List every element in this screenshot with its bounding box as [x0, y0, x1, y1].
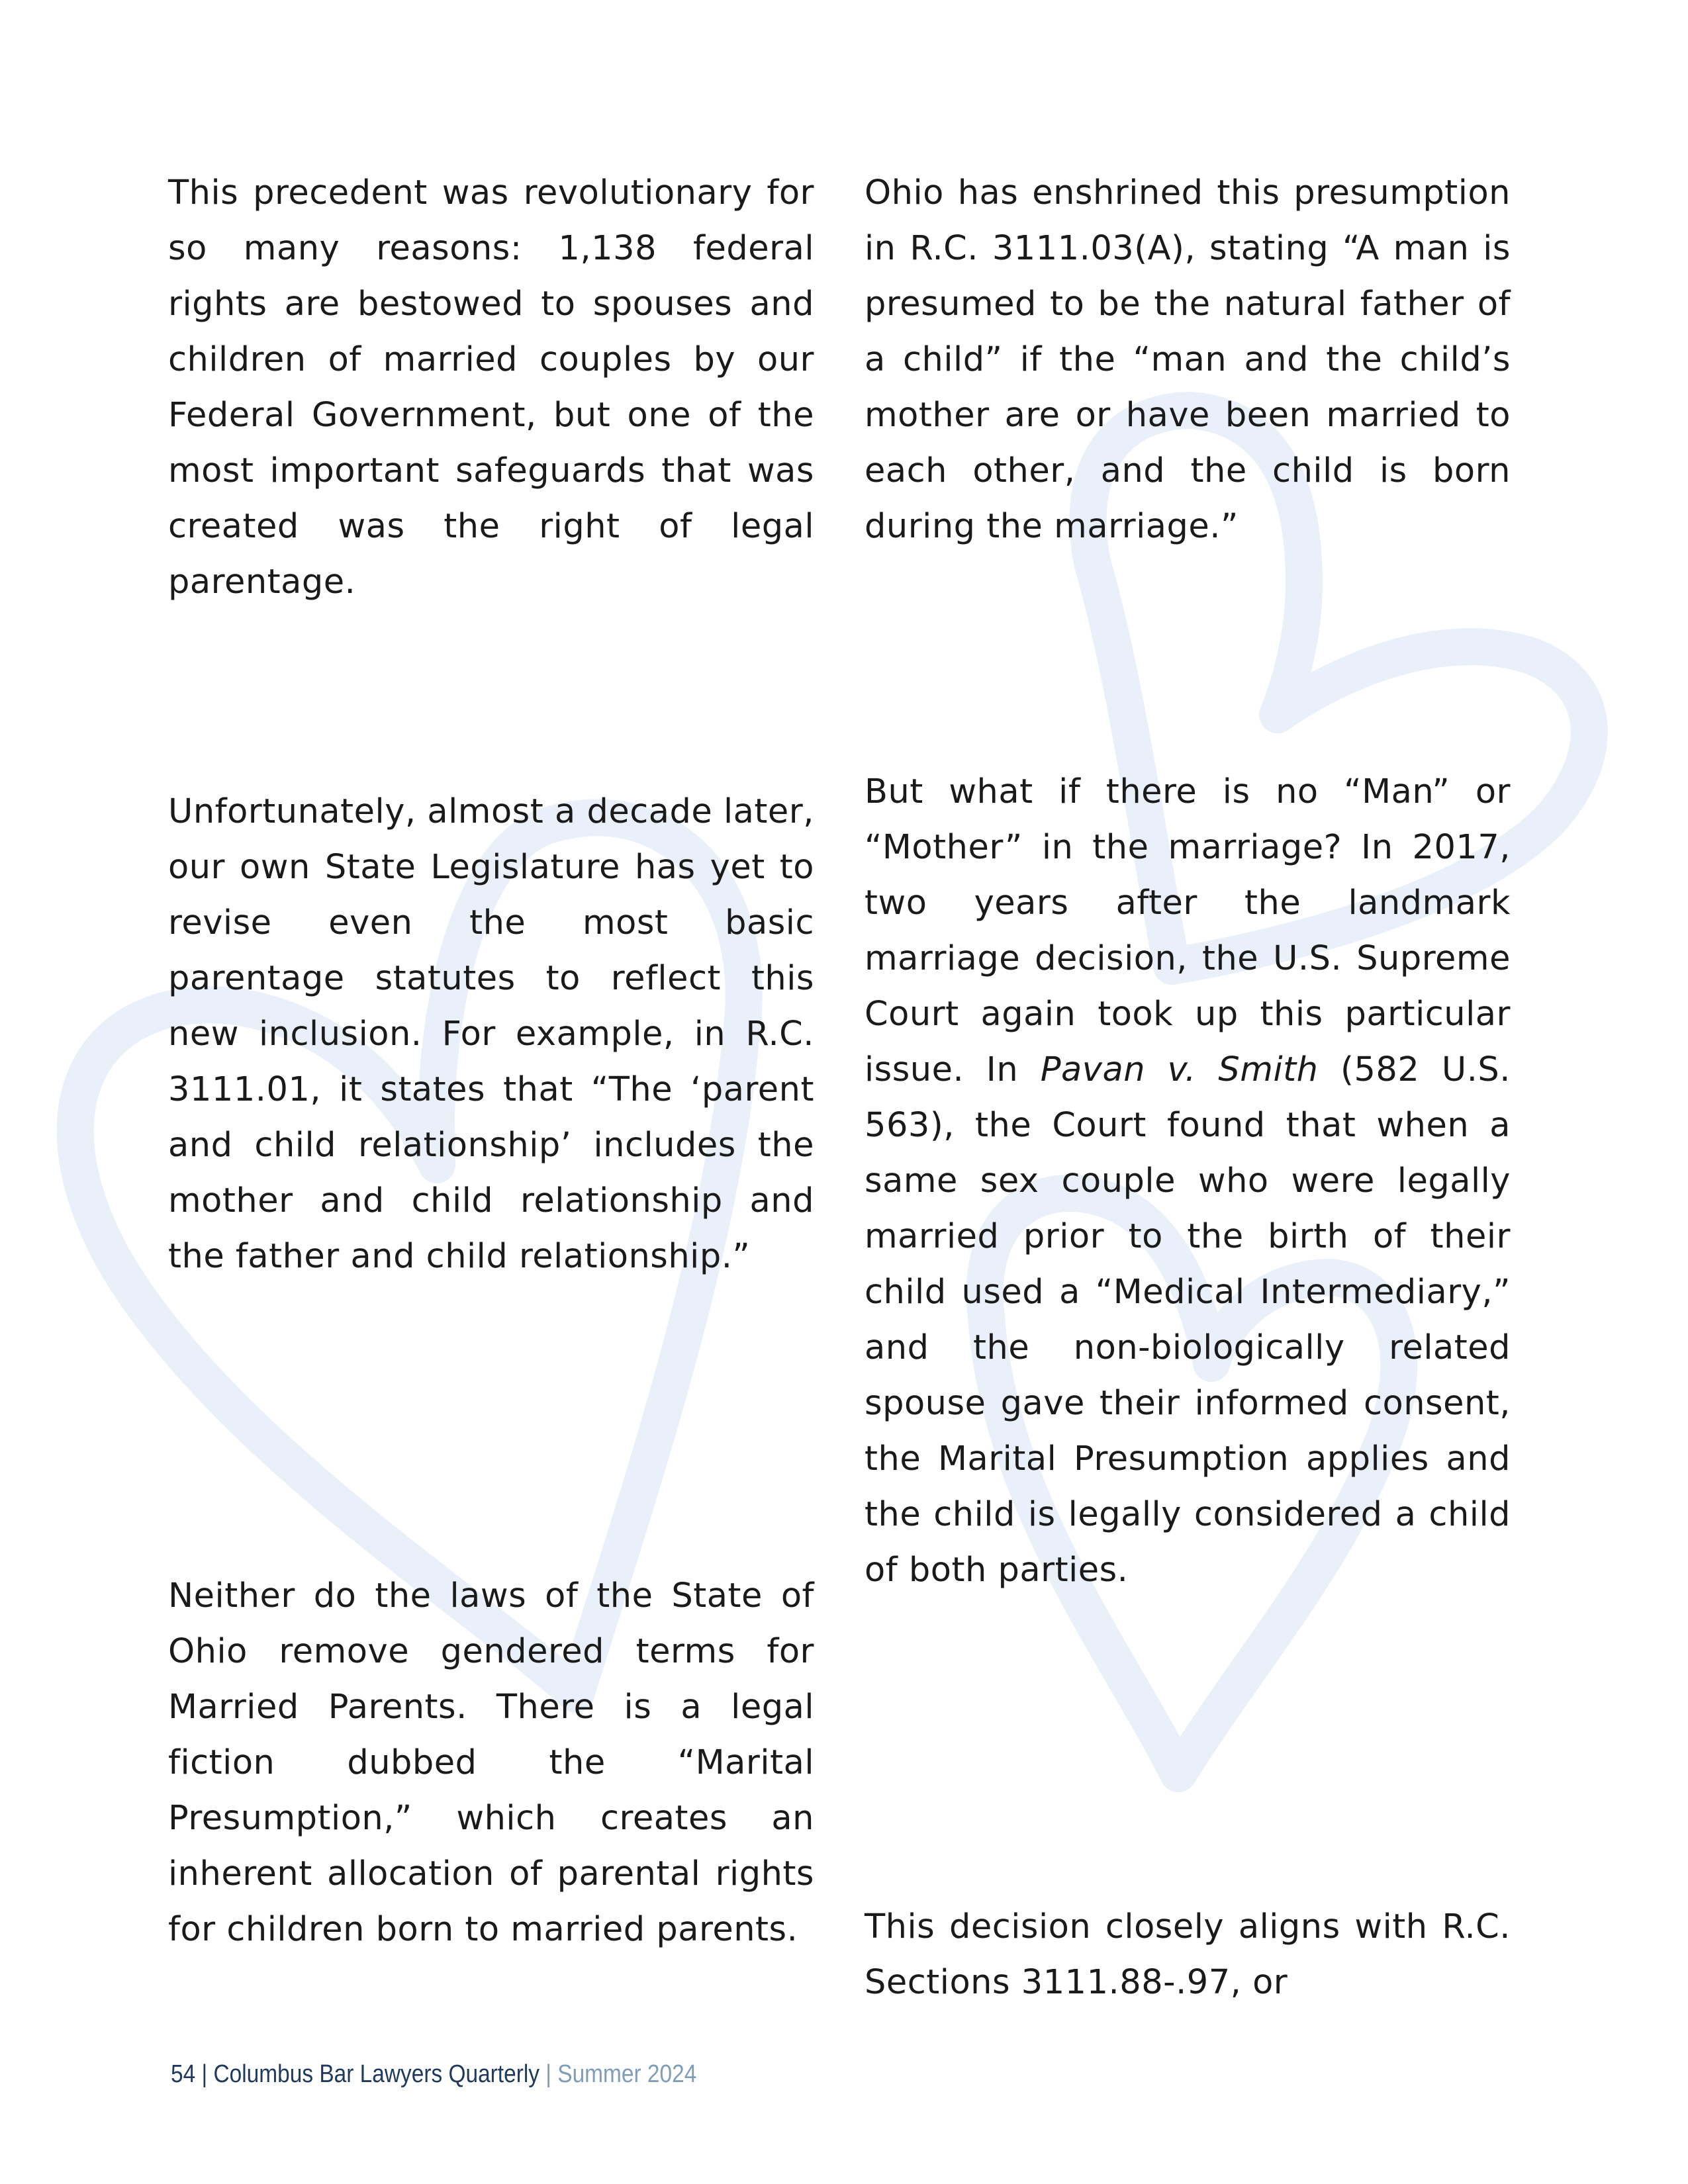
paragraph-decision-aligns: This decision closely aligns with R.C. Sections 3111.88-.97, or — [865, 1907, 1511, 2002]
paragraph-marital-presumption: Neither do the laws of the State of Ohio remove gendered terms for Married Parents. There is a legal fiction dubbed the “Marital Presumption,” which creates an inherent allocation of parental rights for children born to married parents. — [168, 1576, 814, 1949]
case-name: Pavan v. Smith — [1040, 1050, 1319, 1089]
issue-label: Summer 2024 — [557, 2060, 697, 2088]
paragraph-pavan-v-smith — [865, 764, 1511, 1598]
paragraph-precedent: This precedent was revolutionary for so many reasons: 1,138 federal rights are bestowed to spouses and children of married couples by our Federal Government, but one of the most important safeguards that was created was the right of legal parentage. — [168, 173, 814, 602]
paragraph-ohio-statute: Ohio has enshrined this presumption in R.C. 3111.03(A), stating “A man is presumed to be the natural father of a child” if the “man and the child’s mother are or have been married to each other, and the child is born during the marriage.” — [865, 173, 1511, 546]
paragraph-state-legislature: Unfortunately, almost a decade later, our own State Legislature has yet to revise even the most basic parentage statutes to reflect this new inclusion. For example, in R.C. 3111.01, it states that “The ‘parent and child relationship’ includes the mother and child relationship and the father and child relationship.” — [168, 792, 814, 1276]
page-number: 54 — [171, 2060, 196, 2088]
paragraph-text: But what if there is no “Man” or “Mother” in the marriage? In 2017, two years after the landmark marriage decision, the U.S. Supreme Court again took up this particular issue. In — [865, 772, 1511, 1089]
page-footer — [171, 2058, 696, 2090]
publication-name: Columbus Bar Lawyers Quarterly — [213, 2060, 539, 2088]
footer-separator: | — [201, 2060, 208, 2088]
footer-separator: | — [545, 2060, 551, 2088]
paragraph-text: (582 U.S. 563), the Court found that when a same sex couple who were legally married prior to the birth of their child used a “Medical Intermediary,” and the non-biologically related spouse gave their informed consent, the Marital Presumption applies and the child is legally considered a child of both parties. — [865, 1050, 1511, 1590]
